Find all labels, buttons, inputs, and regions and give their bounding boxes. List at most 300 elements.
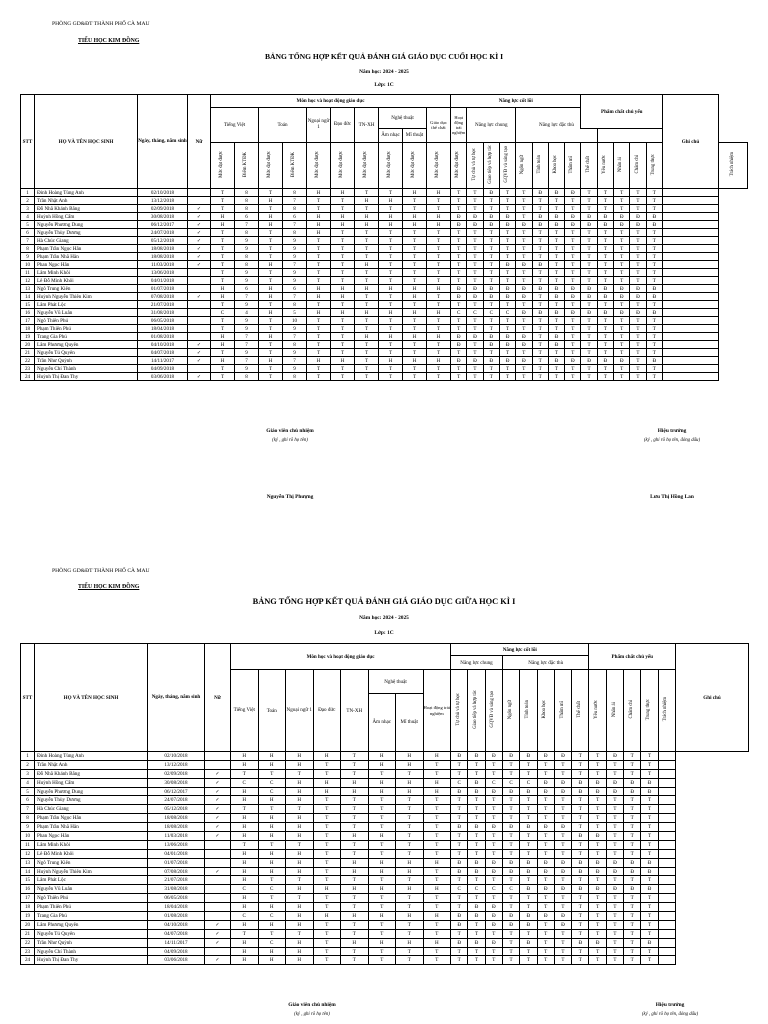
grade-cell: T (211, 237, 235, 245)
student-female (188, 309, 211, 317)
grade-cell: T (614, 301, 630, 309)
student-dob: 04/01/2018 (148, 849, 205, 858)
grade-cell: T (581, 301, 597, 309)
grade-cell: Đ (572, 778, 589, 787)
grade-cell: T (231, 769, 259, 778)
grade-cell: T (396, 840, 424, 849)
grade-cell: T (572, 823, 589, 832)
grade-cell: T (597, 229, 613, 237)
grade-cell: H (355, 221, 379, 229)
grade-cell: T (379, 277, 403, 285)
grade-cell: Đ (502, 858, 519, 867)
grade-cell: T (646, 245, 662, 253)
grade-cell: Đ (554, 920, 571, 929)
grade-cell: T (331, 229, 355, 237)
note-cell (658, 885, 675, 894)
student-female: ✓ (205, 956, 231, 965)
grade-cell: Đ (520, 858, 537, 867)
h-aesthetic: Thẩm mĩ (559, 700, 565, 719)
grade-cell: Đ (554, 787, 571, 796)
student-dob: 04/10/2018 (148, 920, 205, 929)
grade-cell: T (483, 277, 499, 285)
grade-cell: T (258, 894, 286, 903)
grade-cell: T (483, 197, 499, 205)
grade-cell: 9 (235, 325, 259, 333)
grade-cell: Đ (548, 333, 564, 341)
table-row (21, 805, 749, 814)
note-cell (658, 894, 675, 903)
grade-cell: T (341, 929, 369, 938)
grade-cell: H (331, 357, 355, 365)
subjects-group: Môn học và hoạt động giáo dục (211, 95, 451, 108)
grade-cell: T (467, 301, 483, 309)
grade-cell: T (630, 205, 646, 213)
grade-cell: H (231, 787, 259, 796)
student-female: ✓ (188, 349, 211, 357)
student-stt: 21 (21, 929, 35, 938)
grade-cell: T (211, 349, 235, 357)
grade-cell: T (554, 814, 571, 823)
student-name: Phạm Trần Nhã Hân (35, 823, 148, 832)
student-dob: 06/12/2017 (148, 787, 205, 796)
student-female (205, 760, 231, 769)
grade-cell: T (396, 947, 424, 956)
student-female: ✓ (188, 341, 211, 349)
student-stt: 1 (21, 752, 35, 761)
grade-cell: T (624, 947, 641, 956)
grade-cell: T (423, 796, 451, 805)
grade-cell: T (313, 938, 341, 947)
grade-cell: T (565, 269, 581, 277)
grade-cell: 10 (283, 317, 307, 325)
table-row (21, 213, 748, 221)
grade-cell: T (341, 876, 369, 885)
grade-cell: T (427, 301, 451, 309)
student-stt: 2 (21, 197, 35, 205)
grade-cell: H (259, 285, 283, 293)
grade-cell: C (483, 309, 499, 317)
grade-cell: H (307, 357, 331, 365)
grade-cell: T (554, 876, 571, 885)
grade-cell: T (516, 229, 532, 237)
student-name: Ngô Trung Kiên (35, 285, 138, 293)
grade-cell: T (451, 197, 467, 205)
grade-cell: T (341, 920, 369, 929)
grade-cell: T (483, 237, 499, 245)
table-row (21, 947, 749, 956)
grade-cell: T (597, 189, 613, 197)
grade-cell: Đ (451, 752, 468, 761)
grade-cell: Đ (537, 912, 554, 921)
note-cell (658, 769, 675, 778)
note-cell (658, 814, 675, 823)
student-dob: 01/07/2018 (148, 858, 205, 867)
grade-cell: T (427, 293, 451, 301)
grade-cell: Đ (589, 787, 606, 796)
grade-cell: Đ (451, 357, 467, 365)
grade-cell: T (499, 245, 515, 253)
grade-cell: Đ (502, 867, 519, 876)
grade-cell: T (467, 325, 483, 333)
grade-cell: T (368, 823, 396, 832)
grade-cell: C (499, 309, 515, 317)
grade-cell: T (307, 237, 331, 245)
grade-cell: T (548, 277, 564, 285)
grade-cell: T (485, 956, 502, 965)
student-name: Phan Ngọc Hân (35, 832, 148, 841)
grade-cell: Đ (554, 867, 571, 876)
grade-cell: T (597, 261, 613, 269)
grade-cell: H (341, 778, 369, 787)
grade-cell: T (581, 325, 597, 333)
grade-cell: T (485, 929, 502, 938)
h-level: Mức đạt được (435, 151, 441, 178)
teacher-signature-block (232, 1002, 392, 1017)
grade-cell: T (597, 253, 613, 261)
grade-cell: H (231, 858, 259, 867)
grade-cell: T (548, 245, 564, 253)
student-stt: 13 (21, 858, 35, 867)
grade-cell: Đ (565, 213, 581, 221)
h-level: Mức đạt được (363, 151, 369, 178)
grade-cell: T (451, 805, 468, 814)
grade-cell: T (565, 261, 581, 269)
grade-cell: T (548, 269, 564, 277)
h-level: Mức đạt được (387, 151, 393, 178)
grade-cell: T (572, 956, 589, 965)
student-dob: 18/04/2018 (138, 325, 188, 333)
grade-cell: T (355, 277, 379, 285)
table-row (21, 787, 749, 796)
grade-cell: T (565, 237, 581, 245)
grade-cell: H (379, 333, 403, 341)
grade-cell: T (451, 317, 467, 325)
grade-cell: T (307, 269, 331, 277)
grade-cell: T (423, 832, 451, 841)
student-stt: 23 (21, 947, 35, 956)
grade-cell: Đ (516, 357, 532, 365)
grade-cell: Đ (581, 221, 597, 229)
grade-cell: T (307, 277, 331, 285)
student-dob: 01/08/2018 (148, 912, 205, 921)
grade-cell: T (368, 876, 396, 885)
grade-cell: T (258, 929, 286, 938)
grade-cell: T (532, 333, 548, 341)
grade-cell: T (423, 894, 451, 903)
table-row (21, 285, 748, 293)
grade-cell: T (516, 365, 532, 373)
grade-cell: T (606, 849, 623, 858)
col-stt: STT (21, 644, 35, 752)
student-dob: 04/01/2018 (138, 277, 188, 285)
table-row (21, 796, 749, 805)
grade-cell: T (468, 832, 485, 841)
grade-cell: H (259, 293, 283, 301)
grade-cell: T (516, 197, 532, 205)
grade-cell: T (565, 317, 581, 325)
grade-cell: T (423, 814, 451, 823)
h-self-study: Tự chủ và tự học (455, 693, 461, 726)
grade-cell: H (403, 221, 427, 229)
grade-cell: T (589, 752, 606, 761)
grade-cell: H (231, 938, 259, 947)
grade-cell: Đ (451, 293, 467, 301)
grade-cell: T (331, 269, 355, 277)
grade-cell: 9 (283, 237, 307, 245)
student-name: Lê Đỗ Minh Khôi (35, 277, 138, 285)
grade-cell: T (565, 341, 581, 349)
grade-cell: Đ (468, 823, 485, 832)
grade-cell: H (286, 760, 314, 769)
grade-cell: T (646, 197, 662, 205)
student-name: Phạm Thiên Phú (35, 325, 138, 333)
grade-cell: T (646, 205, 662, 213)
grade-cell: T (355, 293, 379, 301)
grade-cell: T (606, 760, 623, 769)
student-name: Huỳnh Hồng Cẩm (35, 213, 138, 221)
student-female: ✓ (188, 205, 211, 213)
student-stt: 18 (21, 903, 35, 912)
student-dob: 31/08/2018 (148, 885, 205, 894)
h-language: Ngôn ngữ (507, 699, 513, 720)
student-female: ✓ (188, 213, 211, 221)
grade-cell: T (379, 341, 403, 349)
grade-cell: 6 (283, 213, 307, 221)
grade-cell: T (630, 269, 646, 277)
grade-cell: T (565, 349, 581, 357)
note-cell (658, 752, 675, 761)
grade-cell: H (313, 787, 341, 796)
table-row (21, 778, 749, 787)
grade-cell: H (211, 357, 235, 365)
grade-cell: H (423, 778, 451, 787)
grade-cell: T (606, 796, 623, 805)
grade-cell: T (532, 365, 548, 373)
student-dob: 04/10/2018 (138, 341, 188, 349)
grade-cell: H (331, 293, 355, 301)
grade-cell: T (403, 245, 427, 253)
grade-cell: Đ (502, 787, 519, 796)
student-name: Lâm Phát Lộc (35, 876, 148, 885)
h-level: Mức đạt được (315, 151, 321, 178)
grade-cell: T (403, 229, 427, 237)
student-name: Đinh Hoàng Tùng Anh (35, 752, 148, 761)
h-music: Âm nhạc (379, 129, 403, 143)
grade-cell: 8 (283, 341, 307, 349)
grade-cell: T (554, 947, 571, 956)
grade-cell: H (286, 832, 314, 841)
grade-cell: H (379, 309, 403, 317)
grade-cell: T (499, 269, 515, 277)
grade-cell: T (427, 269, 451, 277)
grade-cell: C (520, 778, 537, 787)
grade-cell: Đ (516, 285, 532, 293)
col-notes: Ghi chú (662, 95, 718, 189)
grade-cell: H (258, 920, 286, 929)
grade-cell: 8 (235, 197, 259, 205)
student-dob: 14/11/2017 (138, 357, 188, 365)
grade-cell: Đ (646, 309, 662, 317)
grade-cell: T (537, 938, 554, 947)
grade-cell: T (581, 253, 597, 261)
grade-cell: H (286, 858, 314, 867)
grade-cell: 9 (235, 245, 259, 253)
grade-cell: T (467, 253, 483, 261)
grade-cell: T (520, 947, 537, 956)
student-name: Phạm Trần Nhã Hân (35, 253, 138, 261)
grade-cell: T (581, 245, 597, 253)
grade-cell: 5 (283, 309, 307, 317)
student-dob: 04/07/2018 (148, 929, 205, 938)
grade-cell: Đ (641, 787, 658, 796)
grade-cell: H (396, 912, 424, 921)
grade-cell: T (396, 920, 424, 929)
student-name: Huỳnh Hồng Cẩm (35, 778, 148, 787)
table-row (21, 349, 748, 357)
grade-cell: H (379, 357, 403, 365)
grade-cell: H (259, 333, 283, 341)
grade-cell: 9 (283, 253, 307, 261)
grade-cell: T (485, 796, 502, 805)
grade-cell: Đ (483, 333, 499, 341)
grade-cell: H (427, 333, 451, 341)
grade-cell: T (341, 956, 369, 965)
grade-cell: T (597, 365, 613, 373)
student-name: Đinh Hoàng Tùng Anh (35, 189, 138, 197)
h-ethics: Đạo đức (331, 108, 355, 143)
grade-cell: 8 (283, 189, 307, 197)
grade-cell: T (427, 245, 451, 253)
grade-cell: C (258, 787, 286, 796)
grade-cell: Đ (532, 189, 548, 197)
grade-cell: H (396, 752, 424, 761)
grade-cell: T (483, 317, 499, 325)
grade-cell: 9 (283, 349, 307, 357)
grade-cell: 7 (283, 357, 307, 365)
grade-cell: C (231, 885, 259, 894)
grade-cell: Đ (630, 221, 646, 229)
grade-cell: 7 (283, 333, 307, 341)
grade-cell: H (368, 938, 396, 947)
grade-cell: H (211, 341, 235, 349)
grade-cell: T (630, 229, 646, 237)
grade-cell: T (468, 769, 485, 778)
grade-cell: 9 (235, 317, 259, 325)
note-cell (658, 929, 675, 938)
grade-cell: Đ (520, 885, 537, 894)
note-cell (662, 285, 718, 293)
teacher-note: (ký , ghi rõ họ tên) (272, 438, 308, 443)
grade-cell: T (286, 876, 314, 885)
grade-cell: T (537, 920, 554, 929)
grade-cell: H (403, 357, 427, 365)
grade-cell: C (258, 938, 286, 947)
note-cell (662, 349, 718, 357)
grade-cell: T (331, 237, 355, 245)
grade-cell: T (520, 814, 537, 823)
grade-cell: T (396, 929, 424, 938)
student-stt: 4 (21, 778, 35, 787)
teacher-role: Giáo viên chủ nhiệm (288, 1002, 336, 1008)
grade-cell: T (468, 894, 485, 903)
grade-cell: 4 (235, 309, 259, 317)
grade-cell: T (403, 253, 427, 261)
student-female (205, 894, 231, 903)
grade-cell: T (403, 373, 427, 381)
table-row (21, 760, 749, 769)
grade-cell: T (502, 876, 519, 885)
note-cell (658, 849, 675, 858)
grade-cell: Đ (572, 885, 589, 894)
grade-cell: T (520, 769, 537, 778)
note-cell (662, 229, 718, 237)
grade-cell: T (641, 912, 658, 921)
grade-cell: H (259, 213, 283, 221)
grade-cell: C (211, 309, 235, 317)
table-row (21, 885, 749, 894)
grade-cell: T (646, 365, 662, 373)
grade-cell: T (624, 769, 641, 778)
student-dob: 06/05/2018 (138, 317, 188, 325)
h-physical: Thể chất (585, 156, 591, 173)
grade-cell: T (485, 876, 502, 885)
grade-cell: Đ (483, 293, 499, 301)
grade-cell: T (548, 237, 564, 245)
grade-cell: H (211, 293, 235, 301)
grade-cell: H (368, 760, 396, 769)
grade-cell: H (423, 858, 451, 867)
grade-cell: T (532, 293, 548, 301)
grade-cell: Đ (614, 213, 630, 221)
grade-cell: H (231, 867, 259, 876)
student-name: Nguyễn Phương Dung (35, 787, 148, 796)
grade-cell: T (646, 269, 662, 277)
note-cell (662, 245, 718, 253)
col-stt: STT (21, 95, 35, 189)
grade-cell: T (467, 189, 483, 197)
h-ethics: Đạo đức (313, 670, 341, 752)
grade-cell: 8 (283, 205, 307, 213)
grade-cell: T (646, 189, 662, 197)
grade-cell: Đ (537, 885, 554, 894)
h-cooperation: Giao tiếp và hợp tác (473, 690, 479, 729)
grade-cell: 9 (235, 237, 259, 245)
grade-cell: Đ (624, 778, 641, 787)
grade-cell: T (597, 349, 613, 357)
grade-cell: H (231, 956, 259, 965)
grade-cell: T (355, 245, 379, 253)
grade-cell: T (548, 317, 564, 325)
student-name: Nguyễn Chí Thành (35, 947, 148, 956)
grade-cell: T (451, 245, 467, 253)
grade-cell: T (554, 769, 571, 778)
grade-cell: T (646, 261, 662, 269)
student-name: Phan Ngọc Hân (35, 261, 138, 269)
grade-cell: H (427, 221, 451, 229)
student-stt: 24 (21, 956, 35, 965)
grade-cell: T (589, 876, 606, 885)
student-female (188, 269, 211, 277)
grade-cell: T (554, 929, 571, 938)
grade-cell: Đ (485, 920, 502, 929)
grade-cell: T (467, 197, 483, 205)
grade-cell: T (451, 269, 467, 277)
grade-cell: T (451, 373, 467, 381)
grade-cell: T (379, 229, 403, 237)
grade-cell: T (485, 947, 502, 956)
student-dob: 07/08/2018 (148, 867, 205, 876)
student-name: Lâm Phương Quyên (35, 341, 138, 349)
